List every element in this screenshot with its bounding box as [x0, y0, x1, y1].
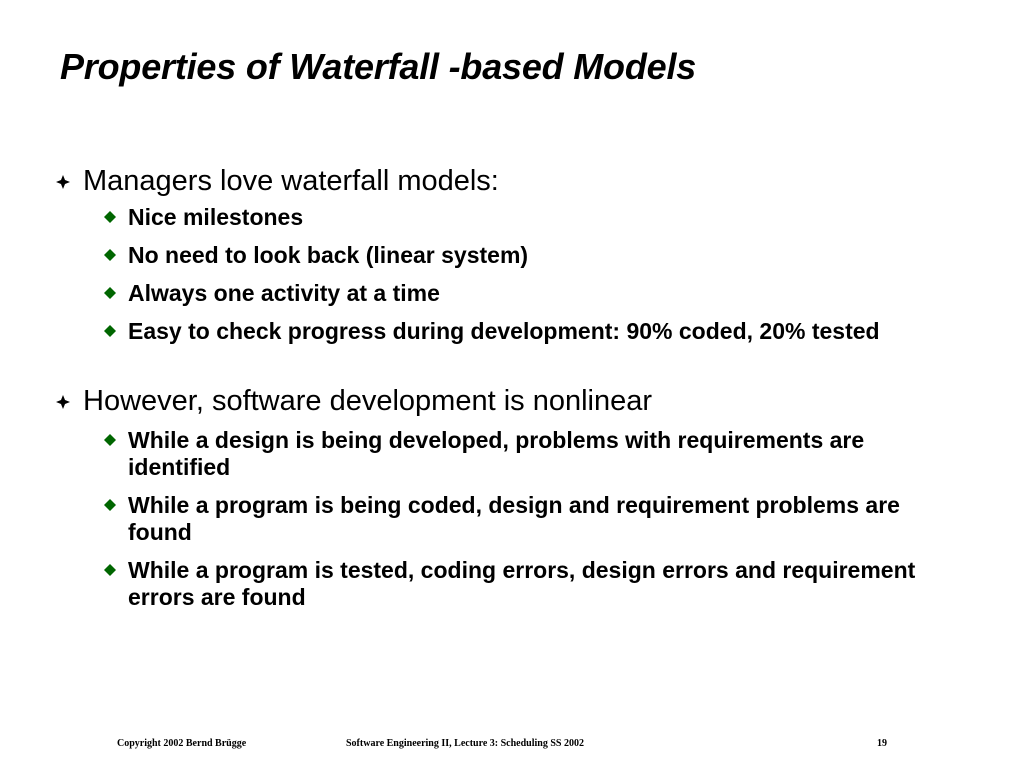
sub-bullet-no-need-to-look-back — [104, 242, 934, 269]
sub-bullet-text: While a program is tested, coding errors, design errors and requirement errors are found — [128, 557, 916, 610]
footer-course-title: Software Engineering II, Lecture 3: Scheduling SS 2002 — [346, 738, 584, 749]
diamond-icon — [104, 249, 116, 261]
diamond-icon — [104, 434, 116, 446]
sub-bullet-text: Always one activity at a time — [128, 280, 440, 306]
sub-bullet-text: Nice milestones — [128, 204, 304, 230]
diamond-icon — [104, 325, 116, 337]
sub-bullet-text: While a design is being developed, problems with requirements are identified — [128, 427, 865, 480]
sub-bullet-easy-to-check-progress — [104, 318, 934, 345]
footer-copyright: Copyright 2002 Bernd Brügge — [117, 738, 247, 749]
slide-title: Properties of Waterfall -based Models — [60, 46, 697, 87]
bullet-text: Managers love waterfall models: — [83, 165, 499, 197]
sub-bullet-text: While a program is being coded, design and requirement problems are found — [128, 492, 900, 545]
diamond-icon — [104, 211, 116, 223]
diamond-icon — [104, 564, 116, 576]
diamond-icon — [104, 499, 116, 511]
sub-bullet-program-tested — [104, 557, 934, 611]
footer-page-number: 19 — [877, 738, 887, 749]
diamond-four-petal-icon — [56, 175, 70, 189]
sub-bullet-text: Easy to check progress during development: 90% coded, 20% tested — [128, 318, 880, 344]
sub-bullet-nice-milestones — [104, 204, 934, 231]
diamond-four-petal-icon — [56, 395, 70, 409]
bullet-text: However, software development is nonlinear — [83, 385, 653, 417]
sub-bullet-design-developed — [104, 427, 934, 481]
sub-bullet-text: No need to look back (linear system) — [128, 242, 529, 268]
sub-bullet-one-activity — [104, 280, 934, 307]
diamond-icon — [104, 287, 116, 299]
sub-bullet-program-coded — [104, 492, 934, 546]
